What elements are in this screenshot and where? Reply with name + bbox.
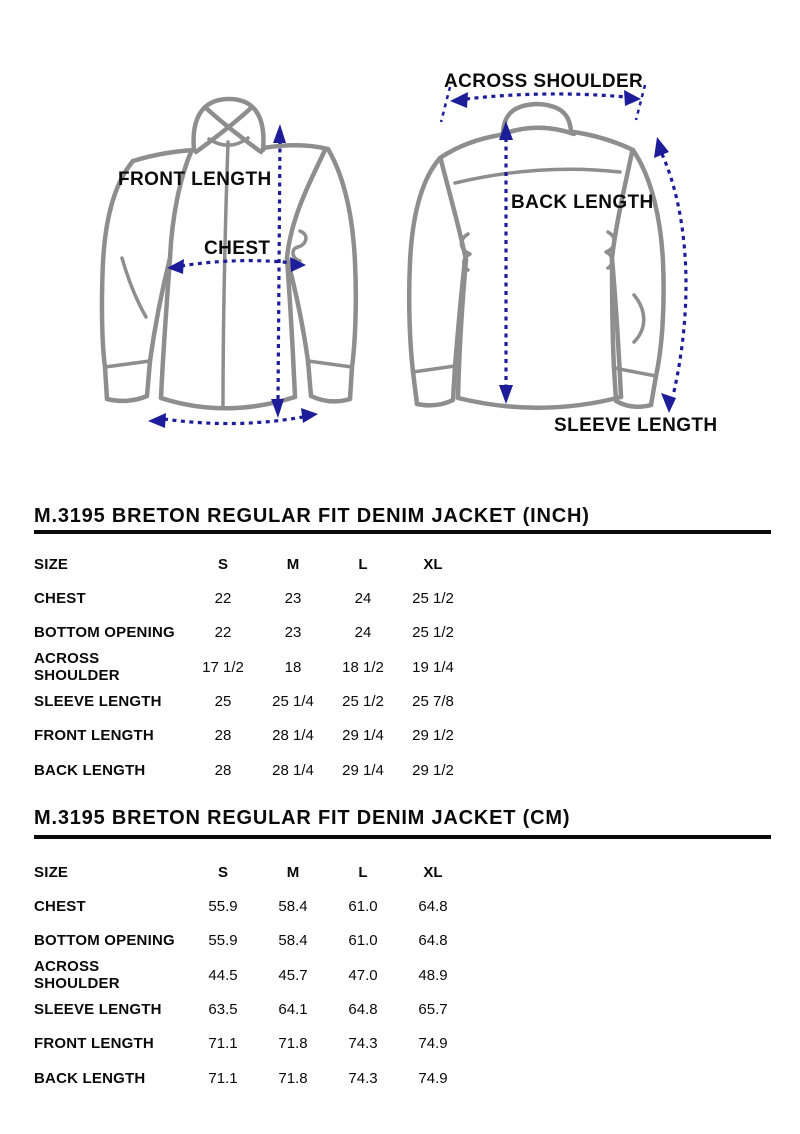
cell-xl: 64.8 xyxy=(418,897,448,915)
bottom-opening-arrow xyxy=(148,408,318,428)
cell-s: 25 xyxy=(214,692,232,710)
cell-s: 28 xyxy=(214,761,232,779)
row-label: SLEEVE LENGTH xyxy=(34,1000,162,1018)
col-header-m: M xyxy=(286,555,300,573)
col-header-xl: XL xyxy=(423,555,443,573)
cell-l: 61.0 xyxy=(348,897,378,915)
cell-m: 71.8 xyxy=(278,1069,308,1087)
title-rule-cm xyxy=(34,835,771,839)
cell-xl: 64.8 xyxy=(418,932,448,950)
table-row-sleeve-length xyxy=(34,684,534,718)
title-rule-inch xyxy=(34,530,771,534)
table-row-bottom-opening xyxy=(34,924,534,958)
table-row-across-shoulder xyxy=(34,958,534,992)
col-header-m: M xyxy=(286,863,300,881)
cell-s: 63.5 xyxy=(208,1000,238,1018)
table-row-back-length xyxy=(34,753,534,787)
table-header-row xyxy=(34,855,534,889)
cell-xl: 25 7/8 xyxy=(412,692,454,710)
back-length-label: BACK LENGTH xyxy=(511,192,654,213)
cell-s: 55.9 xyxy=(208,897,238,915)
cell-m: 58.4 xyxy=(278,932,308,950)
size-table-inch xyxy=(34,547,534,787)
table-row-back-length xyxy=(34,1061,534,1095)
table-title-cm: M.3195 BRETON REGULAR FIT DENIM JACKET (CM) xyxy=(34,807,571,829)
table-row-front-length xyxy=(34,1027,534,1061)
front-length-label: FRONT LENGTH xyxy=(118,169,272,190)
cell-s: 71.1 xyxy=(208,1035,238,1053)
cell-m: 71.8 xyxy=(278,1035,308,1053)
cell-m: 23 xyxy=(284,624,302,642)
back-length-arrow xyxy=(499,121,513,404)
cell-m: 45.7 xyxy=(278,966,308,984)
col-header-l: L xyxy=(358,555,368,573)
table-row-chest xyxy=(34,889,534,923)
row-label: BOTTOM OPENING xyxy=(34,932,175,950)
cell-s: 22 xyxy=(214,624,232,642)
cell-l: 24 xyxy=(354,624,372,642)
cell-l: 29 1/4 xyxy=(342,727,384,745)
row-label: ACROSS SHOULDER xyxy=(34,958,120,993)
row-label: FRONT LENGTH xyxy=(34,727,154,745)
cell-l: 74.3 xyxy=(348,1035,378,1053)
cell-s: 71.1 xyxy=(208,1069,238,1087)
cell-l: 61.0 xyxy=(348,932,378,950)
cell-s: 44.5 xyxy=(208,966,238,984)
back-jacket-illustration xyxy=(409,104,663,408)
cell-l: 74.3 xyxy=(348,1069,378,1087)
row-label: BACK LENGTH xyxy=(34,1069,146,1087)
col-header-size: SIZE xyxy=(34,863,69,881)
table-header-row xyxy=(34,547,534,581)
cell-xl: 74.9 xyxy=(418,1069,448,1087)
cell-m: 58.4 xyxy=(278,897,308,915)
cell-m: 18 xyxy=(284,658,302,676)
cell-l: 25 1/2 xyxy=(342,692,384,710)
sleeve-length-label: SLEEVE LENGTH xyxy=(554,415,718,436)
row-label: BACK LENGTH xyxy=(34,761,146,779)
cell-s: 55.9 xyxy=(208,932,238,950)
row-label: SLEEVE LENGTH xyxy=(34,692,162,710)
cell-xl: 65.7 xyxy=(418,1000,448,1018)
cell-l: 18 1/2 xyxy=(342,658,384,676)
table-row-bottom-opening xyxy=(34,616,534,650)
cell-xl: 29 1/2 xyxy=(412,761,454,779)
row-label: CHEST xyxy=(34,589,86,607)
cell-m: 28 1/4 xyxy=(272,761,314,779)
size-table-cm xyxy=(34,855,534,1095)
cell-xl: 74.9 xyxy=(418,1035,448,1053)
cell-xl: 25 1/2 xyxy=(412,624,454,642)
table-row-front-length xyxy=(34,719,534,753)
cell-m: 28 1/4 xyxy=(272,727,314,745)
table-row-across-shoulder xyxy=(34,650,534,684)
row-label: BOTTOM OPENING xyxy=(34,624,175,642)
row-label: FRONT LENGTH xyxy=(34,1035,154,1053)
table-title-inch: M.3195 BRETON REGULAR FIT DENIM JACKET (INCH) xyxy=(34,505,590,527)
col-header-s: S xyxy=(217,555,228,573)
cell-m: 25 1/4 xyxy=(272,692,314,710)
cell-m: 23 xyxy=(284,589,302,607)
col-header-l: L xyxy=(358,863,368,881)
cell-s: 17 1/2 xyxy=(202,658,244,676)
cell-l: 24 xyxy=(354,589,372,607)
cell-m: 64.1 xyxy=(278,1000,308,1018)
cell-l: 29 1/4 xyxy=(342,761,384,779)
chest-label: CHEST xyxy=(204,238,271,259)
col-header-s: S xyxy=(217,863,228,881)
cell-xl: 48.9 xyxy=(418,966,448,984)
cell-l: 64.8 xyxy=(348,1000,378,1018)
table-row-chest xyxy=(34,581,534,615)
row-label: ACROSS SHOULDER xyxy=(34,650,120,685)
cell-s: 22 xyxy=(214,589,232,607)
cell-s: 28 xyxy=(214,727,232,745)
col-header-size: SIZE xyxy=(34,555,69,573)
col-header-xl: XL xyxy=(423,863,443,881)
cell-l: 47.0 xyxy=(348,966,378,984)
cell-xl: 29 1/2 xyxy=(412,727,454,745)
across-shoulder-label: ACROSS SHOULDER xyxy=(444,71,644,92)
table-row-sleeve-length xyxy=(34,992,534,1026)
cell-xl: 25 1/2 xyxy=(412,589,454,607)
row-label: CHEST xyxy=(34,897,86,915)
front-length-arrow xyxy=(271,124,286,418)
cell-xl: 19 1/4 xyxy=(412,658,454,676)
jacket-measurement-diagram xyxy=(0,0,800,480)
